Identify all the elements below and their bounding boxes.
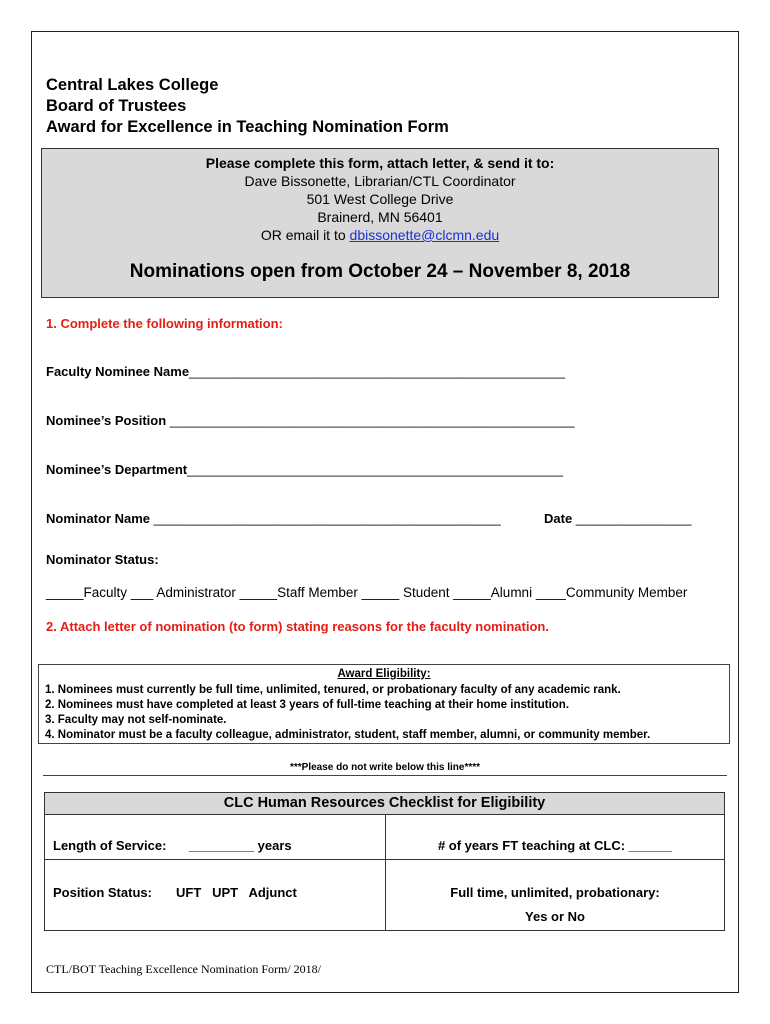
submission-info-box — [41, 148, 719, 298]
eligibility-item: 3. Faculty may not self-nominate. — [45, 714, 227, 726]
length-of-service-value[interactable]: _________ years — [189, 838, 292, 853]
nominee-position-field[interactable] — [46, 413, 575, 428]
address-line2: Brainerd, MN 56401 — [317, 209, 443, 225]
college-name: Central Lakes College — [46, 76, 219, 94]
fulltime-question: Full time, unlimited, probationary: — [450, 885, 660, 900]
eligibility-title: Award Eligibility: — [337, 668, 431, 680]
eligibility-item: 4. Nominator must be a faculty colleague, administrator, student, staff member, alumni, or community member. — [45, 729, 651, 741]
do-not-write-note: ***Please do not write below this line**** — [289, 762, 481, 773]
email-link[interactable]: dbissonette@clcmn.edu — [349, 227, 500, 243]
nominee-department-field[interactable] — [46, 462, 563, 477]
nominator-name-blank[interactable]: ________________________________________________ — [153, 511, 501, 526]
date-label: Date — [544, 511, 576, 526]
contact-name: Dave Bissonette, Librarian/CTL Coordinator — [244, 173, 516, 189]
position-status-label: Position Status: — [53, 885, 152, 900]
section2-title: 2. Attach letter of nomination (to form) stating reasons for the faculty nomination. — [46, 619, 549, 634]
address-line1: 501 West College Drive — [306, 191, 454, 207]
nominee-name-blank[interactable]: ____________________________________________________ — [189, 364, 566, 379]
email-prefix: OR email it to — [260, 227, 350, 243]
eligibility-item: 2. Nominees must have completed at least 3 years of full-time teaching at their home institution. — [45, 699, 570, 711]
length-of-service-label: Length of Service: — [53, 838, 167, 853]
nominee-name-label: Faculty Nominee Name — [46, 364, 190, 379]
submit-instruction: Please complete this form, attach letter, & send it to: — [205, 155, 555, 171]
board-name: Board of Trustees — [46, 97, 187, 115]
nominee-name-field[interactable] — [46, 364, 565, 379]
eligibility-item: 1. Nominees must currently be full time, unlimited, tenured, or probationary faculty of any academic rank. — [45, 684, 621, 696]
nominations-open-heading: Nominations open from October 24 – November 8, 2018 — [129, 261, 631, 282]
hr-checklist-table — [44, 792, 725, 931]
form-title: Award for Excellence in Teaching Nomination Form — [46, 118, 449, 136]
nominator-name-label: Nominator Name — [46, 511, 154, 526]
footer-text: CTL/BOT Teaching Excellence Nomination Form/ 2018/ — [46, 962, 321, 976]
eligibility-box — [38, 664, 730, 744]
nominator-status-label: Nominator Status: — [46, 552, 159, 567]
separator-line — [43, 775, 727, 776]
nominee-position-blank[interactable]: ________________________________________________________ — [169, 413, 575, 428]
date-blank[interactable]: ________________ — [575, 511, 692, 526]
fulltime-answer[interactable]: Yes or No — [525, 909, 585, 924]
nominee-department-blank[interactable]: ____________________________________________________ — [187, 462, 564, 477]
years-ft-teaching[interactable]: # of years FT teaching at CLC: ______ — [437, 838, 673, 853]
hr-checklist-title: CLC Human Resources Checklist for Eligibility — [45, 793, 724, 815]
date-field[interactable] — [544, 511, 691, 526]
email-line — [42, 227, 718, 243]
nominee-department-label: Nominee’s Department — [46, 462, 188, 477]
table-divider — [45, 859, 724, 860]
position-status-options[interactable]: UFT UPT Adjunct — [176, 885, 297, 900]
nominator-name-field[interactable] — [46, 511, 501, 526]
section1-title: 1. Complete the following information: — [46, 316, 283, 331]
nominee-position-label: Nominee’s Position — [46, 413, 170, 428]
nominator-status-options[interactable]: _____Faculty ___ Administrator _____Staff Member _____ Student _____Alumni ____Community Member — [46, 585, 688, 600]
